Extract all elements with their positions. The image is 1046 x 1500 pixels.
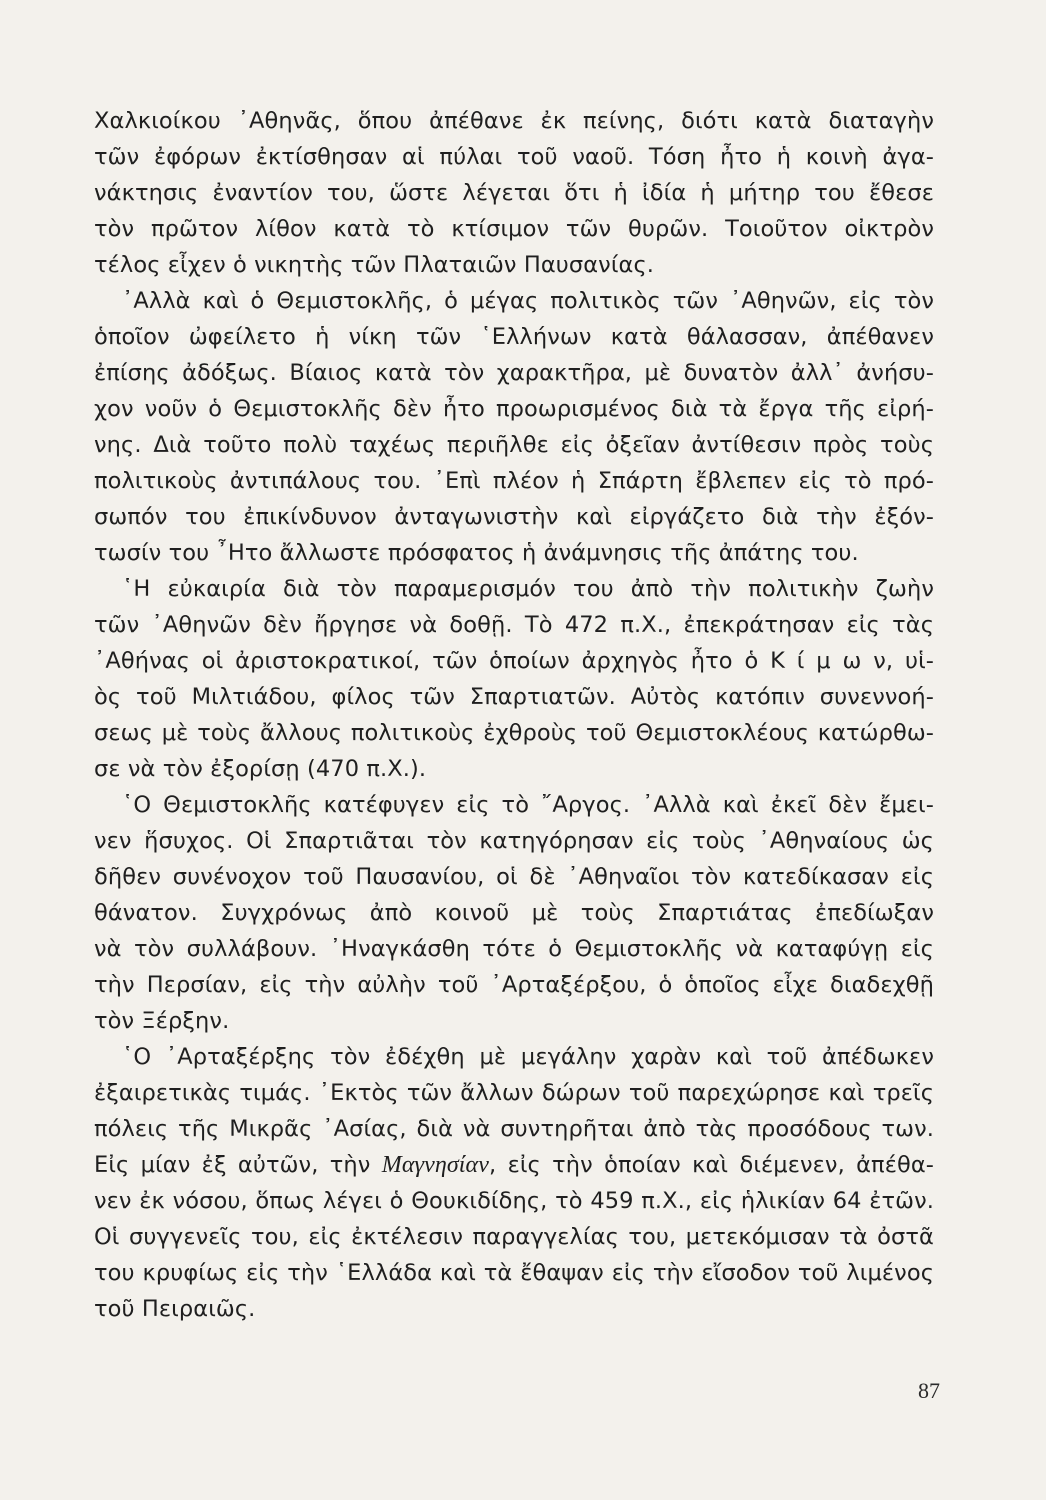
text-line: σωπόν του ἐπικίνδυνον ἀνταγωνιστὴν καὶ εἰργάζετο διὰ τὴν ἐξόν- [94,504,934,530]
text-line: νεν ἐκ νόσου, ὅπως λέγει ὁ Θουκιδίδης, τὸ 459 π.Χ., εἰς ἡλικίαν 64 ἐτῶν. [94,1188,934,1214]
text-line: τέλος εἶχεν ὁ νικητὴς τῶν Πλαταιῶν Παυσανίας. [94,252,655,278]
text-line: ἐξαιρετικὰς τιμάς. ᾿Εκτὸς τῶν ἄλλων δώρων τοῦ παρεχώρησε καὶ τρεῖς [94,1080,934,1106]
text-line: σε νὰ τὸν ἐξορίσῃ (470 π.Χ.). [94,756,427,782]
text-line: τὸν πρῶτον λίθον κατὰ τὸ κτίσιμον τῶν θυρῶν. Τοιοῦτον οἰκτρὸν [94,216,934,242]
text-line: πόλεις τῆς Μικρᾶς ᾿Ασίας, διὰ νὰ συντηρῆται ἀπὸ τὰς προσόδους των. [94,1116,934,1142]
text-line: θάνατον. Συγχρόνως ἀπὸ κοινοῦ μὲ τοὺς Σπαρτιάτας ἐπεδίωξαν [94,900,934,926]
text-segment: Εἰς μίαν ἐξ αὐτῶν, τὴν [94,1152,371,1178]
text-line: πολιτικοὺς ἀντιπάλους του. ᾿Επὶ πλέον ἡ Σπάρτη ἔβλεπεν εἰς τὸ πρό- [94,468,934,494]
text-line: τῶν ἐφόρων ἐκτίσθησαν αἱ πύλαι τοῦ ναοῦ. Τόση ἦτο ἡ κοινὴ ἀγα- [94,144,934,170]
text-line: νεν ἥσυχος. Οἱ Σπαρτιᾶται τὸν κατηγόρησαν εἰς τοὺς ᾿Αθηναίους ὡς [94,828,934,854]
text-line: Χαλκιοίκου ᾿Αθηνᾶς, ὅπου ἀπέθανε ἐκ πείνης, διότι κατὰ διαταγὴν [94,108,934,134]
text-line: ὁποῖον ὠφείλετο ἡ νίκη τῶν ῾Ελλήνων κατὰ θάλασσαν, ἀπέθανεν [94,324,934,350]
text-line: τῶν ᾿Αθηνῶν δὲν ἤργησε νὰ δοθῇ. Τὸ 472 π.Χ., ἐπεκράτησαν εἰς τὰς [94,612,934,638]
text-line: τὸν Ξέρξην. [94,1008,230,1034]
text-line: ἐπίσης ἀδόξως. Βίαιος κατὰ τὸν χαρακτῆρα, μὲ δυνατὸν ἀλλ᾿ ἀνήσυ- [94,360,934,386]
text-line: ὸς τοῦ Μιλτιάδου, φίλος τῶν Σπαρτιατῶν. Αὐτὸς κατόπιν συνεννοή- [94,684,934,710]
text-line: νάκτησις ἐναντίον του, ὥστε λέγεται ὅτι ἡ ἰδία ἡ μήτηρ του ἔθεσε [94,180,934,206]
paragraph-start-line: ᾿Αλλὰ καὶ ὁ Θεμιστοκλῆς, ὁ μέγας πολιτικὸς τῶν ᾿Αθηνῶν, εἰς τὸν [122,288,934,314]
text-line: νης. Διὰ τοῦτο πολὺ ταχέως περιῆλθε εἰς ὀξεῖαν ἀντίθεσιν πρὸς τοὺς [94,432,934,458]
text-line: τοῦ Πειραιῶς. [94,1296,256,1322]
text-line: δῆθεν συνένοχον τοῦ Παυσανίου, οἱ δὲ ᾿Αθηναῖοι τὸν κατεδίκασαν εἰς [94,864,934,890]
paragraph-start-line: ῾Ο ᾿Αρταξέρξης τὸν ἐδέχθη μὲ μεγάλην χαρὰν καὶ τοῦ ἀπέδωκεν [122,1044,934,1070]
text-line: του κρυφίως εἰς τὴν ῾Ελλάδα καὶ τὰ ἔθαψαν εἰς τὴν εἴσοδον τοῦ λιμένος [94,1260,934,1286]
text-line: σεως μὲ τοὺς ἄλλους πολιτικοὺς ἐχθροὺς τοῦ Θεμιστοκλέους κατώρθω- [94,720,934,746]
text-line: τὴν Περσίαν, εἰς τὴν αὐλὴν τοῦ ᾿Αρταξέρξου, ὁ ὁποῖος εἶχε διαδεχθῇ [94,972,934,998]
text-line: νὰ τὸν συλλάβουν. ᾿Ηναγκάσθη τότε ὁ Θεμιστοκλῆς νὰ καταφύγῃ εἰς [94,936,934,962]
paragraph-start-line: ῾Η εὐκαιρία διὰ τὸν παραμερισμόν του ἀπὸ τὴν πολιτικὴν ζωὴν [122,576,934,602]
page-number: 87 [918,1378,940,1403]
italic-place-name: Μαγνησίαν [381,1152,490,1178]
text-line-with-italic [94,1150,934,1180]
text-line: χον νοῦν ὁ Θεμιστοκλῆς δὲν ἦτο προωρισμένος διὰ τὰ ἔργα τῆς εἰρή- [94,396,934,422]
text-line: ᾿Αθήνας οἱ ἀριστοκρατικοί, τῶν ὁποίων ἀρχηγὸς ἦτο ὁ Κ ί μ ω ν, υἱ- [94,648,934,674]
text-segment: , εἰς τὴν ὁποίαν καὶ διέμενεν, ἀπέθα- [489,1152,934,1178]
text-line: Οἱ συγγενεῖς του, εἰς ἐκτέλεσιν παραγγελίας του, μετεκόμισαν τὰ ὀστᾶ [94,1224,934,1250]
paragraph-start-line: ῾Ο Θεμιστοκλῆς κατέφυγεν εἰς τὸ ῎Αργος. ᾿Αλλὰ καὶ ἐκεῖ δὲν ἔμει- [122,792,934,818]
text-line: τωσίν του ῏Ητο ἄλλωστε πρόσφατος ἡ ἀνάμνησις τῆς ἀπάτης του. [94,540,859,566]
